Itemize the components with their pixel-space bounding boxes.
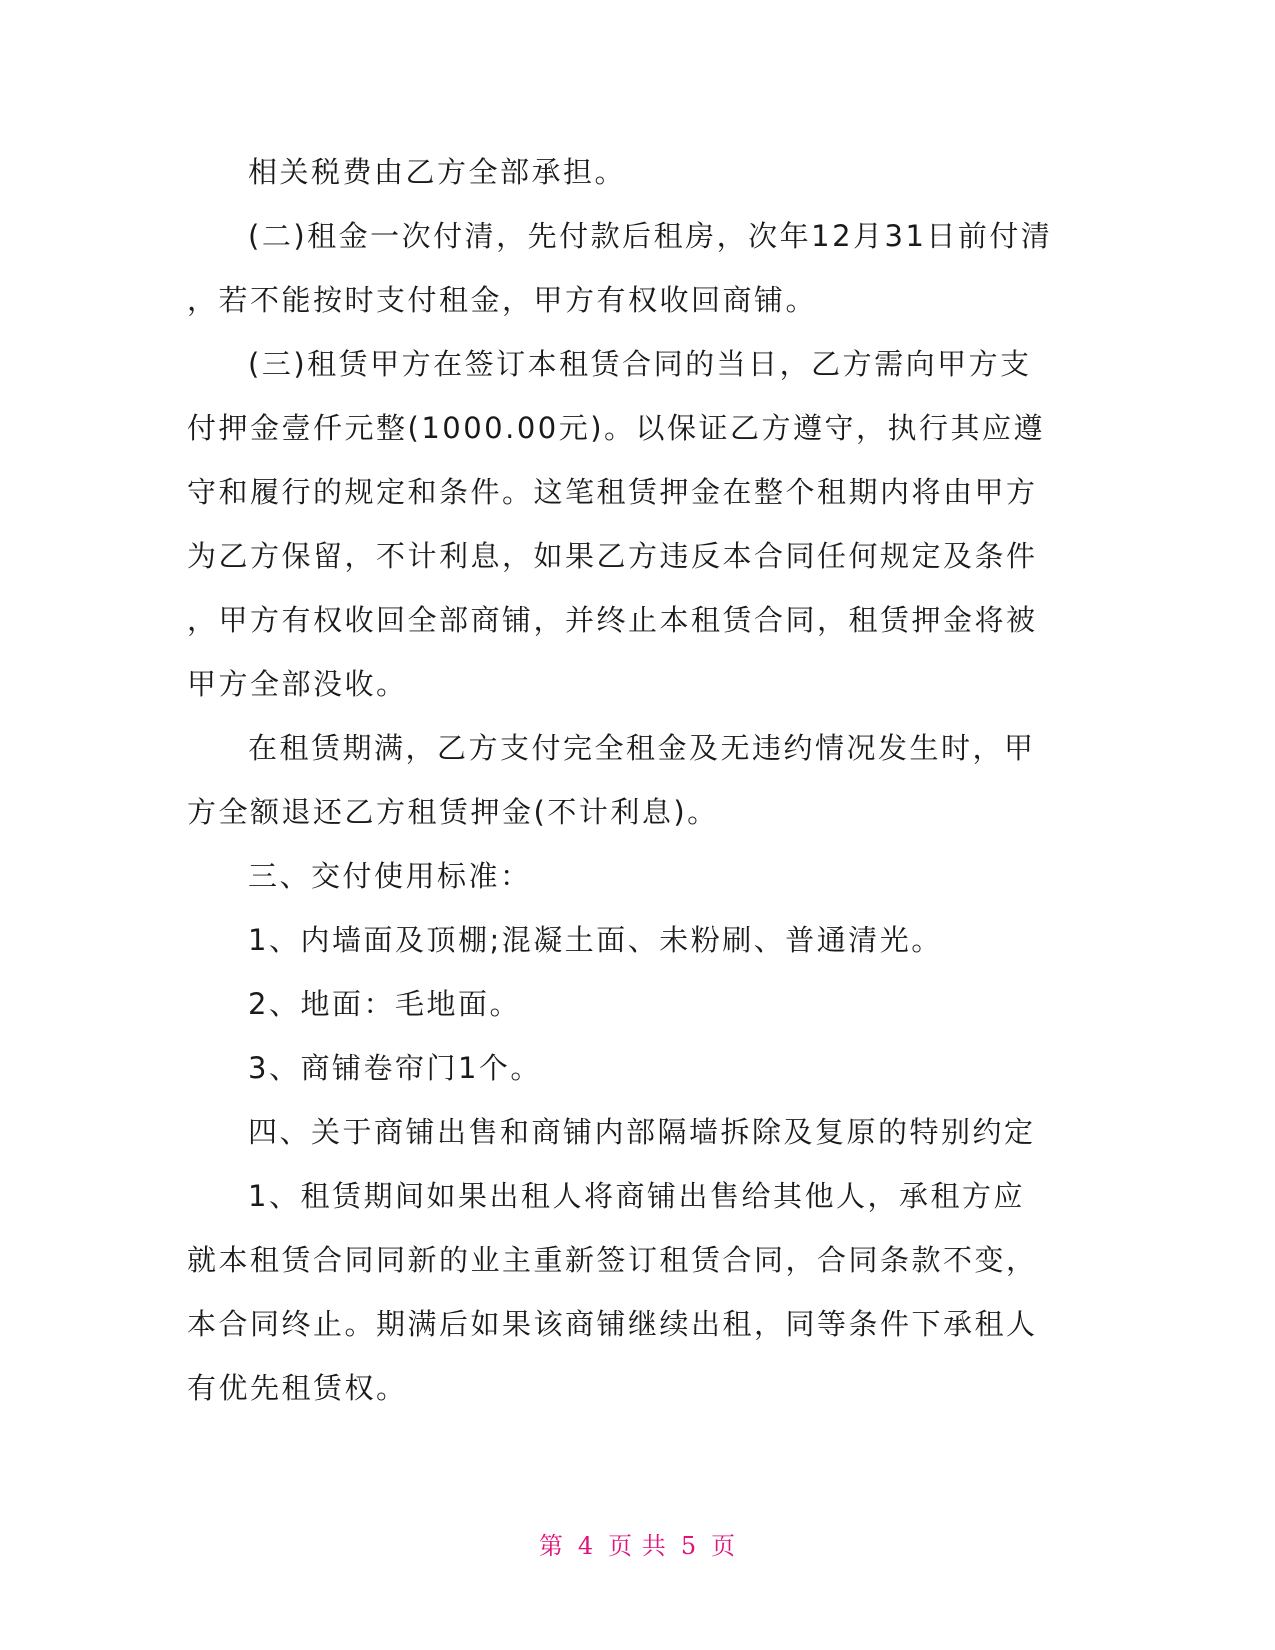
paragraph-line: 付押金壹仟元整(1000.00元)。以保证乙方遵守，执行其应遵 bbox=[187, 411, 1046, 445]
paragraph-line: ，若不能按时支付租金，甲方有权收回商铺。 bbox=[187, 283, 818, 317]
list-item: 1、内墙面及顶棚;混凝土面、未粉刷、普通清光。 bbox=[248, 923, 943, 957]
paragraph-line: 方全额退还乙方租赁押金(不计利息)。 bbox=[187, 795, 719, 829]
paragraph-line: 守和履行的规定和条件。这笔租赁押金在整个租期内将由甲方 bbox=[187, 475, 1038, 509]
document-body bbox=[187, 140, 1082, 1420]
paragraph-line: 1、租赁期间如果出租人将商铺出售给其他人，承租方应 bbox=[248, 1179, 1025, 1213]
paragraph-line: 本合同终止。期满后如果该商铺继续出租，同等条件下承租人 bbox=[187, 1307, 1038, 1341]
footer-middle: 页 共 bbox=[608, 1532, 667, 1560]
paragraph-line: 相关税费由乙方全部承担。 bbox=[248, 155, 627, 189]
paragraph-line: ，甲方有权收回全部商铺，并终止本租赁合同，租赁押金将被 bbox=[187, 603, 1038, 637]
footer-suffix: 页 bbox=[711, 1532, 737, 1560]
paragraph-line: 在租赁期满，乙方支付完全租金及无违约情况发生时，甲 bbox=[248, 731, 1036, 765]
section-heading: 四、关于商铺出售和商铺内部隔墙拆除及复原的特别约定 bbox=[248, 1115, 1036, 1149]
list-item: 2、地面：毛地面。 bbox=[248, 987, 521, 1021]
footer-prefix: 第 bbox=[538, 1532, 564, 1560]
page-footer bbox=[0, 1526, 1275, 1561]
paragraph-line: 为乙方保留，不计利息，如果乙方违反本合同任何规定及条件 bbox=[187, 539, 1038, 573]
total-page-count: 5 bbox=[680, 1532, 698, 1560]
paragraph-line: 就本租赁合同同新的业主重新签订租赁合同，合同条款不变， bbox=[187, 1243, 1038, 1277]
list-item: 3、商铺卷帘门1个。 bbox=[248, 1051, 542, 1085]
paragraph-line: (三)租赁甲方在签订本租赁合同的当日，乙方需向甲方支 bbox=[248, 347, 1032, 381]
paragraph-line: 甲方全部没收。 bbox=[187, 667, 408, 701]
section-heading: 三、交付使用标准： bbox=[248, 859, 532, 893]
paragraph-line: (二)租金一次付清，先付款后租房，次年12月31日前付清 bbox=[248, 219, 1053, 253]
current-page-number: 4 bbox=[577, 1532, 595, 1560]
paragraph-line: 有优先租赁权。 bbox=[187, 1371, 408, 1405]
